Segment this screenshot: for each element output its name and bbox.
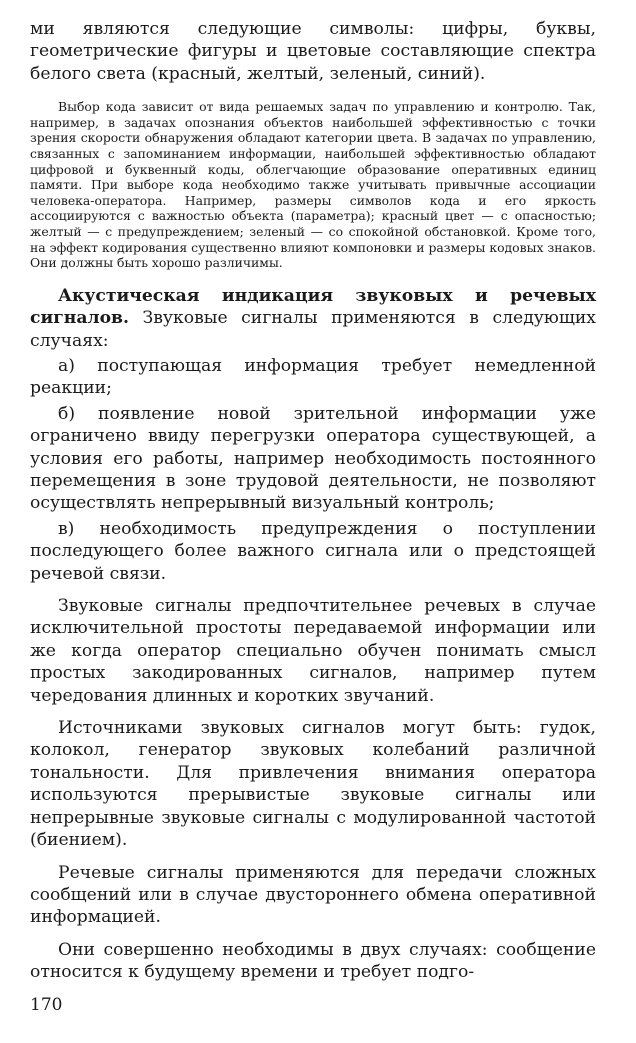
page-number: 170 xyxy=(30,995,63,1015)
section-heading: Акустическая индикация звуковых и речевых сигналов. xyxy=(30,285,596,329)
list-item-b: б) появление новой зрительной информации уже ограничено ввиду перегрузки оператора существующей, а условия его работы, например необходимость постоянного перемещения в зоне трудовой деятельности, не позволяют осуществлять непрерывный визуальный контроль; xyxy=(30,403,596,514)
body-paragraph-3: Речевые сигналы применяются для передачи сложных сообщений или в случае двустороннего обмена оперативной информацией. xyxy=(30,862,596,928)
body-paragraph-2: Источниками звуковых сигналов могут быть: гудок, колокол, генератор звуковых колебаний различной тональности. Для привлечения внимания оператора используются прерывистые звуковые сигналы или непрерывные звуковые сигналы с модулированной частотой (биением). xyxy=(30,718,596,851)
body-paragraph-1: Звуковые сигналы предпочтительнее речевых в случае исключительной простоты передаваемой информации или же когда оператор специально обучен понимать смысл простых закодированных сигналов, например путем чередования длинных и коротких звучаний. xyxy=(30,596,596,706)
section-intro: Звуковые сигналы применяются в следующих случаях: xyxy=(30,308,596,351)
list-item-a: а) поступающая информация требует немедленной реакции; xyxy=(30,355,596,399)
body-paragraph-4: Они совершенно необходимы в двух случаях: сообщение относится к будущему времени и требует подго- xyxy=(30,939,596,983)
top-paragraph: ми являются следующие символы: цифры, буквы, геометрические фигуры и цветовые составляющие спектра белого света (красный, желтый, зеленый, синий). xyxy=(30,19,596,84)
list-item-c: в) необходимость предупреждения о поступлении последующего более важного сигнала или о предстоящей речевой связи. xyxy=(30,518,596,584)
section-paragraph xyxy=(30,285,596,352)
small-print-paragraph: Выбор кода зависит от вида решаемых задач по управлению и контролю. Так, например, в задачах опознания объектов наибольшей эффективностью с точки зрения скорости обнаружения обладают категории цвета. В задачах по управлению, связанных с запоминанием информации, наибольшей эффективностью обладают цифровой и буквенный коды, облегчающие образование оперативных единиц памяти. При выборе кода необходимо также учитывать привычные ассоциации человека-оператора. Например, размеры символов кода и его яркость ассоциируются с важностью объекта (параметра); красный цвет — с опасностью; желтый — с предупреждением; зеленый — со спокойной обстановкой. Кроме того, на эффект кодирования существенно влияют компоновки и размеры кодовых знаков. Они должны быть хорошо различимы. xyxy=(30,99,596,271)
